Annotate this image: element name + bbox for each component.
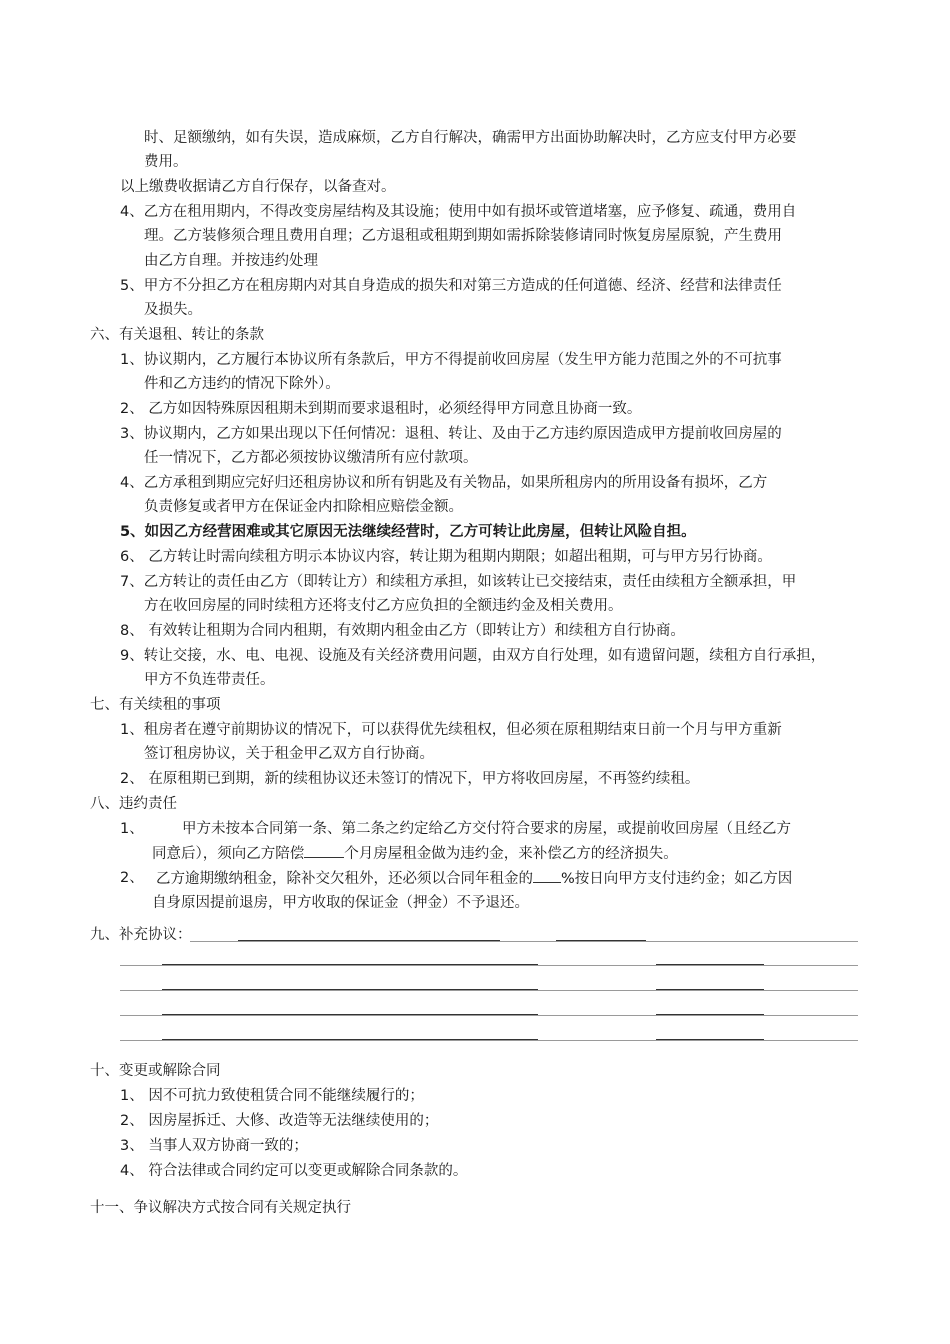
blank-line — [120, 990, 858, 991]
section-heading-9: 九、补充协议： — [90, 927, 192, 943]
blank-line-segment — [162, 964, 538, 965]
blank-line-segment — [656, 1014, 764, 1015]
clause-item-cont: 甲方不负连带责任。 — [144, 672, 275, 688]
blank-line-segment — [556, 940, 646, 941]
section-heading-6: 六、有关退租、转让的条款 — [90, 327, 264, 343]
clause-item-cont: 由乙方自理。并按违约处理 — [144, 253, 318, 269]
blank-line-segment — [656, 989, 764, 990]
clause-item: 5、甲方不分担乙方在租房期内对其自身造成的损失和对第三方造成的任何道德、经济、经营和法律责任 — [120, 278, 782, 294]
clause-item-cont: 自身原因提前退房，甲方收取的保证金（押金）不予退还。 — [152, 895, 529, 911]
clause-item: 8、 有效转让租期为合同内租期，有效期内租金由乙方（即转让方）和续租方自行协商。 — [120, 623, 685, 639]
blank-line-segment — [162, 1014, 538, 1015]
clause-item-cont: 理。乙方装修须合理且费用自理；乙方退租或租期到期如需拆除装修请同时恢复房屋原貌，产生费用 — [144, 228, 782, 244]
clause-item: 4、乙方在租用期内，不得改变房屋结构及其设施；使用中如有损坏或管道堵塞，应予修复、疏通，费用自 — [120, 204, 797, 220]
clause-item-cont — [152, 843, 678, 864]
clause-item: 4、 符合法律或合同约定可以变更或解除合同条款的。 — [120, 1163, 468, 1179]
section-heading-7: 七、有关续租的事项 — [90, 697, 221, 713]
blank-line — [190, 941, 858, 942]
clause-item: 2、 乙方如因特殊原因租期未到期而要求退租时，必须经得甲方同意且协商一致。 — [120, 401, 642, 417]
clause-item-cont: 负责修复或者甲方在保证金内扣除相应赔偿金额。 — [144, 499, 463, 515]
paragraph-line: 以上缴费收据请乙方自行保存，以备查对。 — [120, 179, 396, 195]
blank-line — [120, 1040, 858, 1041]
blank-line — [120, 965, 858, 966]
clause-text: 同意后），须向乙方陪偿 — [152, 846, 305, 862]
clause-item-cont: 及损失。 — [144, 302, 202, 318]
clause-item-bold: 5、如因乙方经营困难或其它原因无法继续经营时，乙方可转让此房屋，但转让风险自担。 — [120, 524, 696, 540]
blank-line-segment — [656, 964, 764, 965]
clause-text: %按日向甲方支付违约金；如乙方因 — [561, 871, 793, 887]
clause-item: 2、 在原租期已到期，新的续租协议还未签订的情况下，甲方将收回房屋，不再签约续租。 — [120, 771, 700, 787]
section-heading-8: 八、违约责任 — [90, 796, 177, 812]
clause-item — [156, 868, 792, 889]
clause-item: 甲方未按本合同第一条、第二条之约定给乙方交付符合要求的房屋，或提前收回房屋（且经乙方 — [182, 821, 791, 837]
clause-item: 1、 因不可抗力致使租赁合同不能继续履行的； — [120, 1088, 424, 1104]
clause-text: 个月房屋租金做为违约金，来补偿乙方的经济损失。 — [344, 846, 678, 862]
clause-number: 1、 — [120, 821, 144, 837]
clause-item: 3、协议期内，乙方如果出现以下任何情况：退租、转让、及由于乙方违约原因造成甲方提前收回房屋的 — [120, 426, 782, 442]
blank-line-segment — [162, 989, 538, 990]
clause-item-cont: 件和乙方违约的情况下除外）。 — [144, 376, 340, 392]
blank-line — [120, 1015, 858, 1016]
clause-text: 乙方逾期缴纳租金，除补交欠租外，还必须以合同年租金的 — [156, 871, 533, 887]
clause-item: 9、转让交接，水、电、电视、设施及有关经济费用问题，由双方自行处理，如有遗留问题，续租方自行承担， — [120, 648, 826, 664]
clause-item: 1、租房者在遵守前期协议的情况下，可以获得优先续租权，但必须在原租期结束日前一个月与甲方重新 — [120, 722, 782, 738]
fill-blank-percent[interactable] — [533, 868, 561, 883]
paragraph-line: 时、足额缴纳，如有失误，造成麻烦，乙方自行解决，确需甲方出面协助解决时，乙方应支付甲方必要 — [144, 130, 797, 146]
clause-item-cont: 任一情况下，乙方都必须按协议缴清所有应付款项。 — [144, 450, 478, 466]
clause-item-cont: 方在收回房屋的同时续租方还将支付乙方应负担的全额违约金及相关费用。 — [144, 598, 623, 614]
clause-item: 4、乙方承租到期应完好归还租房协议和所有钥匙及有关物品，如果所租房内的所用设备有损坏，乙方 — [120, 475, 768, 491]
clause-number: 2、 — [120, 870, 144, 886]
section-heading-10: 十、变更或解除合同 — [90, 1063, 221, 1079]
paragraph-line: 费用。 — [144, 154, 188, 170]
blank-line-segment — [238, 940, 500, 941]
clause-item: 6、 乙方转让时需向续租方明示本协议内容，转让期为租期内期限；如超出租期，可与甲方另行协商。 — [120, 549, 772, 565]
blank-line-segment — [162, 1039, 538, 1040]
clause-item: 3、 当事人双方协商一致的； — [120, 1138, 308, 1154]
clause-item: 2、 因房屋拆迁、大修、改造等无法继续使用的； — [120, 1113, 439, 1129]
blank-line-segment — [656, 1039, 764, 1040]
fill-blank-months[interactable] — [304, 843, 344, 858]
clause-item-cont: 签订租房协议，关于租金甲乙双方自行协商。 — [144, 746, 434, 762]
clause-item: 7、乙方转让的责任由乙方（即转让方）和续租方承担，如该转让已交接结束，责任由续租方全额承担，甲 — [120, 574, 797, 590]
section-heading-11: 十一、争议解决方式按合同有关规定执行 — [90, 1200, 351, 1216]
clause-item: 1、协议期内，乙方履行本协议所有条款后，甲方不得提前收回房屋（发生甲方能力范围之外的不可抗事 — [120, 352, 782, 368]
